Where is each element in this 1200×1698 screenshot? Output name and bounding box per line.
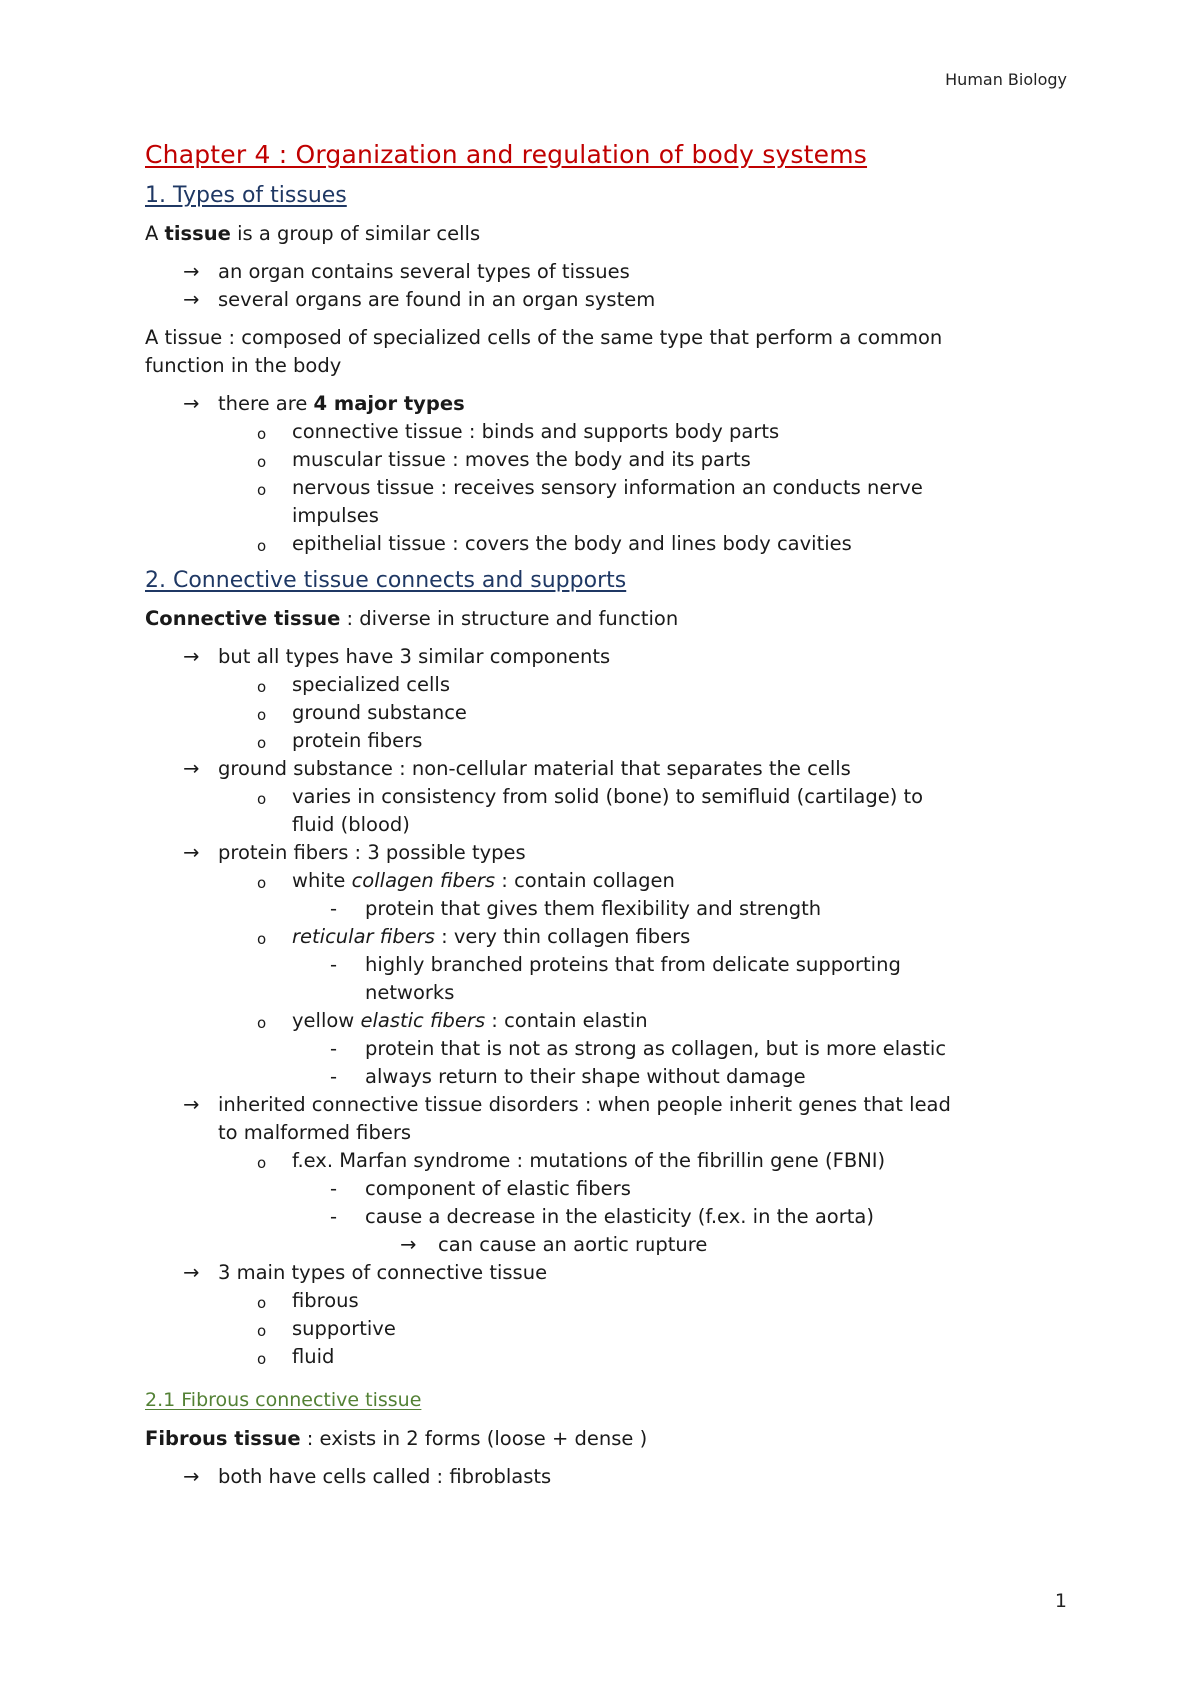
text: : very thin collagen fibers bbox=[434, 925, 691, 948]
list-item bbox=[145, 1035, 1075, 1063]
list-item-text: can cause an aortic rupture bbox=[438, 1233, 708, 1256]
arrow-icon: → bbox=[400, 1233, 417, 1256]
arrow-icon: → bbox=[183, 288, 200, 311]
list-item bbox=[145, 727, 1075, 755]
arrow-icon: → bbox=[183, 1093, 200, 1116]
bold-term: Connective tissue bbox=[145, 607, 341, 630]
list-item bbox=[145, 867, 1075, 895]
section-heading-connective-tissue: 2. Connective tissue connects and supports bbox=[145, 568, 627, 593]
arrow-icon: → bbox=[183, 841, 200, 864]
page-number: 1 bbox=[1054, 1590, 1067, 1612]
list-item bbox=[145, 1007, 1075, 1035]
list-item-text: nervous tissue : receives sensory information an conducts nerve bbox=[292, 476, 923, 499]
circle-bullet-icon: o bbox=[257, 1322, 267, 1340]
list-item-text: fibrous bbox=[292, 1289, 359, 1312]
circle-bullet-icon: o bbox=[257, 1294, 267, 1312]
dash-bullet-icon: - bbox=[330, 1205, 338, 1228]
circle-bullet-icon: o bbox=[257, 1014, 267, 1032]
list-item bbox=[145, 1231, 1075, 1259]
circle-bullet-icon: o bbox=[257, 453, 267, 471]
section-heading-types-of-tissues: 1. Types of tissues bbox=[145, 183, 347, 208]
paragraph-line: function in the body bbox=[145, 354, 342, 377]
list-item bbox=[145, 1091, 1075, 1119]
list-item-continuation: fluid (blood) bbox=[292, 813, 410, 836]
dash-bullet-icon: - bbox=[330, 897, 338, 920]
list-item-text: protein that is not as strong as collagen, but is more elastic bbox=[365, 1037, 947, 1060]
list-item bbox=[145, 1203, 1075, 1231]
list-item-continuation: to malformed fibers bbox=[218, 1121, 412, 1144]
list-item-text: highly branched proteins that from delicate supporting bbox=[365, 953, 901, 976]
list-item bbox=[145, 1175, 1075, 1203]
list-item-text: several organs are found in an organ system bbox=[218, 288, 656, 311]
paragraph bbox=[145, 605, 1075, 633]
italic-term: elastic fibers bbox=[360, 1009, 486, 1032]
list-item-text: ground substance : non-cellular material that separates the cells bbox=[218, 757, 851, 780]
circle-bullet-icon: o bbox=[257, 1350, 267, 1368]
list-item-text: inherited connective tissue disorders : when people inherit genes that lead bbox=[218, 1093, 951, 1116]
list-item bbox=[145, 286, 1075, 314]
text: : contain elastin bbox=[485, 1009, 648, 1032]
list-item bbox=[145, 699, 1075, 727]
list-item bbox=[145, 755, 1075, 783]
italic-term: collagen fibers bbox=[351, 869, 496, 892]
list-item bbox=[145, 1315, 1075, 1343]
text: : contain collagen bbox=[495, 869, 675, 892]
list-item bbox=[145, 643, 1075, 671]
text: white bbox=[292, 869, 352, 892]
list-item bbox=[145, 923, 1075, 951]
list-item-continuation: networks bbox=[365, 981, 455, 1004]
list-item bbox=[145, 1063, 1075, 1091]
chapter-title: Chapter 4 : Organization and regulation of body systems bbox=[145, 140, 868, 169]
list-item-continuation: impulses bbox=[292, 504, 379, 527]
list-item bbox=[145, 895, 1075, 923]
dash-bullet-icon: - bbox=[330, 1177, 338, 1200]
circle-bullet-icon: o bbox=[257, 734, 267, 752]
list-item bbox=[145, 1259, 1075, 1287]
list-item-text: but all types have 3 similar components bbox=[218, 645, 611, 668]
list-item bbox=[145, 390, 1075, 418]
circle-bullet-icon: o bbox=[257, 790, 267, 808]
list-item bbox=[145, 474, 1075, 502]
circle-bullet-icon: o bbox=[257, 678, 267, 696]
italic-term: reticular fibers bbox=[292, 925, 435, 948]
list-item-text: epithelial tissue : covers the body and lines body cavities bbox=[292, 532, 852, 555]
list-item-text: both have cells called : fibroblasts bbox=[218, 1465, 552, 1488]
list-item bbox=[145, 1287, 1075, 1315]
list-item bbox=[145, 951, 1075, 979]
arrow-icon: → bbox=[183, 645, 200, 668]
list-item-text: connective tissue : binds and supports body parts bbox=[292, 420, 780, 443]
list-item-text: protein fibers : 3 possible types bbox=[218, 841, 526, 864]
paragraph bbox=[145, 1425, 1075, 1453]
page-header: Human Biology bbox=[945, 70, 1067, 89]
list-item-text: component of elastic fibers bbox=[365, 1177, 631, 1200]
list-item bbox=[145, 258, 1075, 286]
arrow-icon: → bbox=[183, 392, 200, 415]
list-item-text: 3 main types of connective tissue bbox=[218, 1261, 548, 1284]
dash-bullet-icon: - bbox=[330, 1037, 338, 1060]
list-item-text: varies in consistency from solid (bone) to semifluid (cartilage) to bbox=[292, 785, 924, 808]
list-item-text: cause a decrease in the elasticity (f.ex. in the aorta) bbox=[365, 1205, 874, 1228]
paragraph bbox=[145, 220, 1075, 248]
list-item-text: protein that gives them flexibility and strength bbox=[365, 897, 822, 920]
list-item bbox=[145, 1343, 1075, 1371]
list-item-text: protein fibers bbox=[292, 729, 423, 752]
bold-term: 4 major types bbox=[313, 392, 465, 415]
circle-bullet-icon: o bbox=[257, 874, 267, 892]
arrow-icon: → bbox=[183, 757, 200, 780]
list-item bbox=[145, 783, 1075, 811]
list-item-text: there are bbox=[218, 392, 314, 415]
arrow-icon: → bbox=[183, 260, 200, 283]
text: : diverse in structure and function bbox=[340, 607, 679, 630]
list-item bbox=[145, 1147, 1075, 1175]
list-item bbox=[145, 418, 1075, 446]
text: yellow bbox=[292, 1009, 361, 1032]
circle-bullet-icon: o bbox=[257, 706, 267, 724]
list-item-text: ground substance bbox=[292, 701, 467, 724]
text: A bbox=[145, 222, 165, 245]
list-item bbox=[145, 671, 1075, 699]
list-item-text: supportive bbox=[292, 1317, 396, 1340]
circle-bullet-icon: o bbox=[257, 537, 267, 555]
bold-term: Fibrous tissue bbox=[145, 1427, 301, 1450]
list-item bbox=[145, 839, 1075, 867]
list-item-text: fluid bbox=[292, 1345, 335, 1368]
dash-bullet-icon: - bbox=[330, 953, 338, 976]
list-item-text: muscular tissue : moves the body and its parts bbox=[292, 448, 751, 471]
bold-term: tissue bbox=[164, 222, 231, 245]
circle-bullet-icon: o bbox=[257, 930, 267, 948]
list-item bbox=[145, 530, 1075, 558]
list-item-text: f.ex. Marfan syndrome : mutations of the fibrillin gene (FBNI) bbox=[292, 1149, 886, 1172]
circle-bullet-icon: o bbox=[257, 425, 267, 443]
circle-bullet-icon: o bbox=[257, 481, 267, 499]
list-item bbox=[145, 446, 1075, 474]
list-item bbox=[145, 1463, 1075, 1491]
text: : exists in 2 forms (loose + dense ) bbox=[300, 1427, 648, 1450]
list-item-text: always return to their shape without damage bbox=[365, 1065, 806, 1088]
list-item-text: an organ contains several types of tissues bbox=[218, 260, 630, 283]
list-item-text: specialized cells bbox=[292, 673, 450, 696]
paragraph-line: A tissue : composed of specialized cells of the same type that perform a common bbox=[145, 326, 943, 349]
arrow-icon: → bbox=[183, 1261, 200, 1284]
page-content bbox=[145, 140, 1075, 1491]
subsection-heading-fibrous-tissue: 2.1 Fibrous connective tissue bbox=[145, 1389, 422, 1411]
arrow-icon: → bbox=[183, 1465, 200, 1488]
circle-bullet-icon: o bbox=[257, 1154, 267, 1172]
dash-bullet-icon: - bbox=[330, 1065, 338, 1088]
text: is a group of similar cells bbox=[230, 222, 481, 245]
